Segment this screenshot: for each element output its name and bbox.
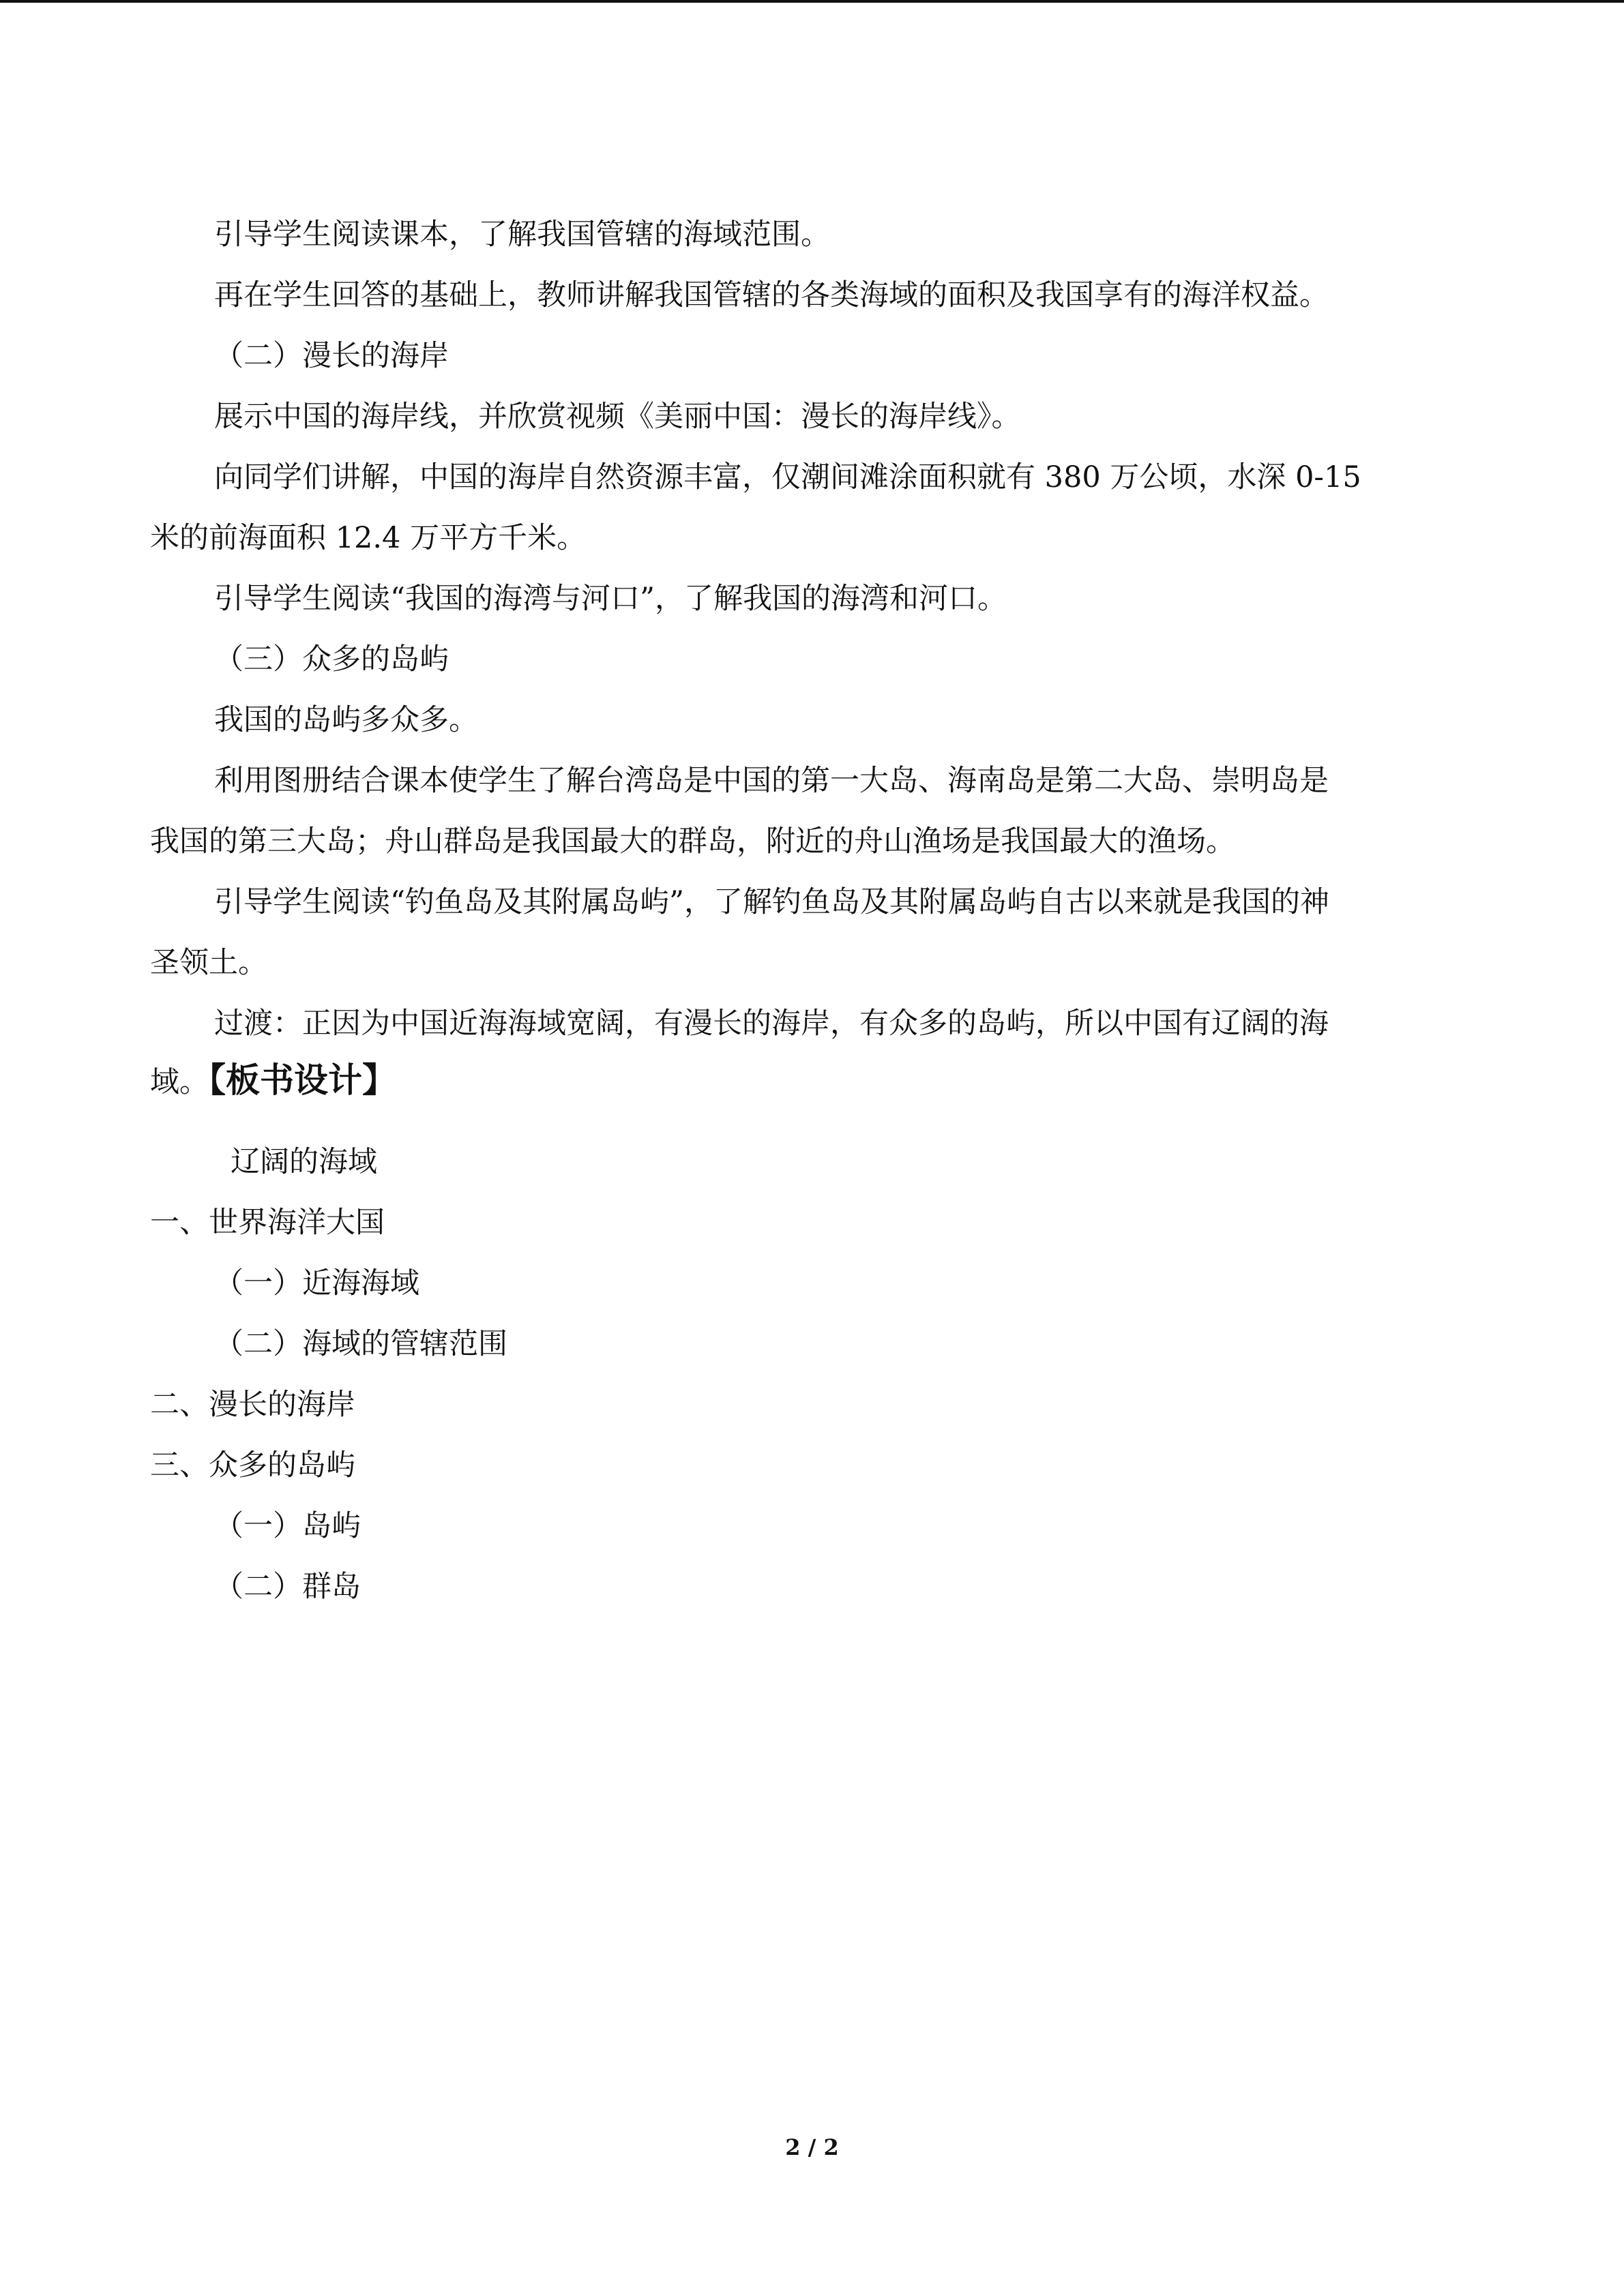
board-section-1: 一、世界海洋大国: [150, 1206, 385, 1240]
paragraph-show-coastline: 展示中国的海岸线，并欣赏视频《美丽中国：漫长的海岸线》。: [214, 400, 1021, 434]
paragraph-largest-islands-line1: 利用图册结合课本使学生了解台湾岛是中国的第一大岛、海南岛是第二大岛、崇明岛是: [214, 764, 1329, 798]
board-design-heading: 【板书设计】: [209, 1060, 396, 1100]
paragraph-bays-estuaries: 引导学生阅读“我国的海湾与河口”，了解我国的海湾和河口。: [214, 582, 1007, 616]
board-section-3: 三、众多的岛屿: [150, 1448, 355, 1482]
board-section-3-b: （二）群岛: [214, 1570, 361, 1604]
transition-end-text: 域。: [150, 1065, 209, 1099]
paragraph-largest-islands-line2: 我国的第三大岛；舟山群岛是我国最大的群岛，附近的舟山渔场是我国最大的渔场。: [150, 824, 1235, 859]
board-section-1-b: （二）海域的管辖范围: [214, 1327, 507, 1361]
paragraph-transition-line1: 过渡：正因为中国近海海域宽阔，有漫长的海岸，有众多的岛屿，所以中国有辽阔的海: [214, 1007, 1329, 1041]
paragraph-many-islands: 我国的岛屿多众多。: [214, 703, 478, 737]
paragraph-diaoyu-line2: 圣领土。: [150, 946, 267, 980]
section-heading-islands: （三）众多的岛屿: [214, 642, 449, 676]
paragraph-transition-line2: [150, 1050, 396, 1113]
page-number: 2 / 2: [785, 2134, 839, 2160]
paragraph-coast-resources-line2: 米的前海面积 12.4 万平方千米。: [150, 521, 587, 555]
board-section-2: 二、漫长的海岸: [150, 1388, 355, 1422]
board-section-1-a: （一）近海海域: [214, 1266, 419, 1300]
section-heading-coast: （二）漫长的海岸: [214, 339, 449, 373]
paragraph-diaoyu-line1: 引导学生阅读“钓鱼岛及其附属岛屿”，了解钓鱼岛及其附属岛屿自古以来就是我国的神: [214, 885, 1329, 919]
board-section-3-a: （一）岛屿: [214, 1509, 361, 1543]
paragraph-coast-resources-line1: 向同学们讲解，中国的海岸自然资源丰富，仅潮间滩涂面积就有 380 万公顷，水深 0-15: [214, 460, 1361, 494]
paragraph-guide-reading: 引导学生阅读课本，了解我国管辖的海域范围。: [214, 218, 830, 252]
paragraph-teacher-explain: 再在学生回答的基础上，教师讲解我国管辖的各类海域的面积及我国享有的海洋权益。: [214, 278, 1329, 312]
board-title: 辽阔的海域: [231, 1145, 377, 1179]
